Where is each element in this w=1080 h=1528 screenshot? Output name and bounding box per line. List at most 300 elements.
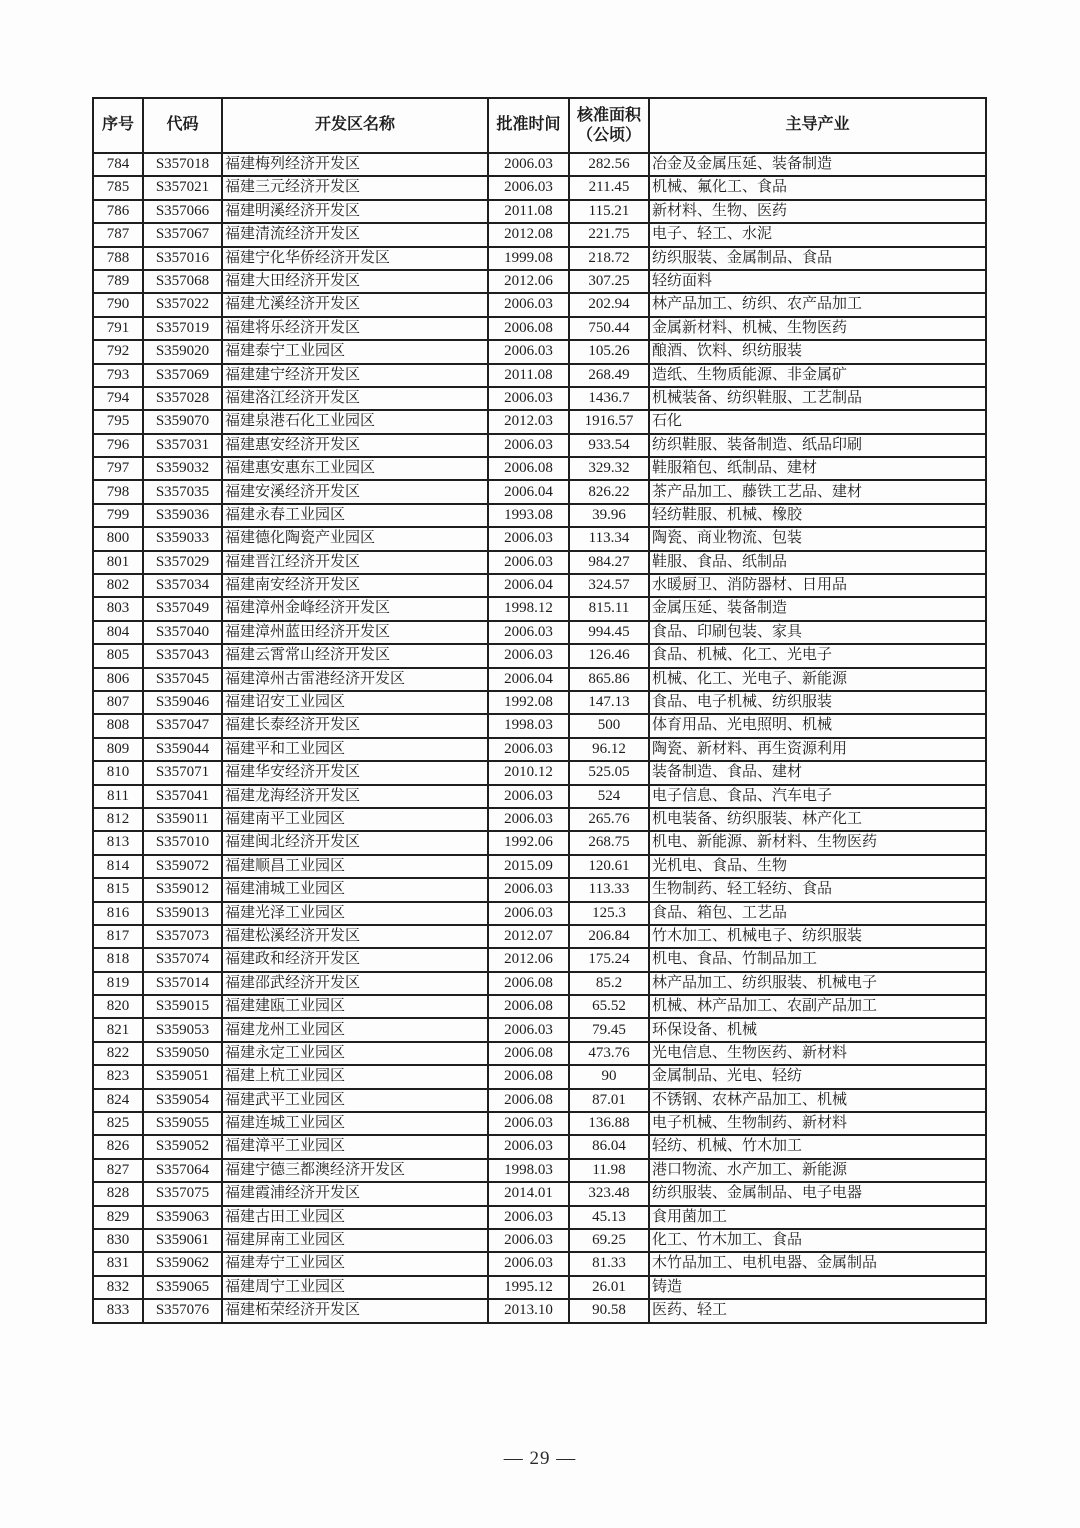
cell-approved-area: 136.88 <box>569 1112 649 1135</box>
table-row <box>93 808 986 831</box>
cell-zone-name: 福建邵武经济开发区 <box>222 972 488 995</box>
cell-seq: 830 <box>93 1229 143 1252</box>
cell-zone-name: 福建漳平工业园区 <box>222 1135 488 1158</box>
cell-code: S357067 <box>143 223 222 246</box>
cell-approved-area: 79.45 <box>569 1018 649 1041</box>
cell-seq: 831 <box>93 1252 143 1275</box>
cell-seq: 808 <box>93 714 143 737</box>
cell-seq: 794 <box>93 387 143 410</box>
cell-code: S357019 <box>143 317 222 340</box>
cell-approved-area: 39.96 <box>569 504 649 527</box>
cell-zone-name: 福建上杭工业园区 <box>222 1065 488 1088</box>
cell-code: S359052 <box>143 1135 222 1158</box>
cell-approval-date: 2006.03 <box>488 785 569 808</box>
cell-zone-name: 福建华安经济开发区 <box>222 761 488 784</box>
cell-code: S357040 <box>143 621 222 644</box>
cell-seq: 806 <box>93 668 143 691</box>
cell-leading-industry: 食品、印刷包装、家具 <box>649 621 986 644</box>
table-row <box>93 1182 986 1205</box>
cell-approval-date: 2006.03 <box>488 902 569 925</box>
cell-leading-industry: 木竹品加工、电机电器、金属制品 <box>649 1252 986 1275</box>
cell-code: S359062 <box>143 1252 222 1275</box>
cell-approval-date: 1995.12 <box>488 1276 569 1299</box>
cell-seq: 828 <box>93 1182 143 1205</box>
cell-seq: 815 <box>93 878 143 901</box>
cell-seq: 786 <box>93 200 143 223</box>
cell-code: S359054 <box>143 1089 222 1112</box>
cell-code: S357071 <box>143 761 222 784</box>
cell-code: S359070 <box>143 410 222 433</box>
table-row <box>93 972 986 995</box>
cell-code: S357016 <box>143 247 222 270</box>
cell-leading-industry: 林产品加工、纺织、农产品加工 <box>649 293 986 316</box>
table-header-row <box>93 98 986 153</box>
cell-approved-area: 147.13 <box>569 691 649 714</box>
cell-seq: 802 <box>93 574 143 597</box>
cell-approval-date: 2006.03 <box>488 1018 569 1041</box>
cell-code: S357047 <box>143 714 222 737</box>
cell-approval-date: 2006.08 <box>488 1042 569 1065</box>
cell-zone-name: 福建将乐经济开发区 <box>222 317 488 340</box>
cell-leading-industry: 机械、氟化工、食品 <box>649 176 986 199</box>
table-row <box>93 574 986 597</box>
cell-approved-area: 26.01 <box>569 1276 649 1299</box>
cell-seq: 789 <box>93 270 143 293</box>
cell-approved-area: 113.33 <box>569 878 649 901</box>
cell-approval-date: 2012.08 <box>488 223 569 246</box>
cell-seq: 795 <box>93 410 143 433</box>
cell-seq: 788 <box>93 247 143 270</box>
cell-approved-area: 11.98 <box>569 1159 649 1182</box>
cell-seq: 832 <box>93 1276 143 1299</box>
cell-seq: 833 <box>93 1299 143 1322</box>
cell-zone-name: 福建武平工业园区 <box>222 1089 488 1112</box>
cell-leading-industry: 轻纺面料 <box>649 270 986 293</box>
cell-seq: 799 <box>93 504 143 527</box>
cell-leading-industry: 水暖厨卫、消防器材、日用品 <box>649 574 986 597</box>
cell-approval-date: 2006.04 <box>488 574 569 597</box>
cell-approval-date: 2006.03 <box>488 551 569 574</box>
table-row <box>93 434 986 457</box>
cell-approved-area: 125.3 <box>569 902 649 925</box>
cell-approval-date: 2015.09 <box>488 855 569 878</box>
cell-zone-name: 福建闽北经济开发区 <box>222 831 488 854</box>
cell-approved-area: 211.45 <box>569 176 649 199</box>
cell-approved-area: 115.21 <box>569 200 649 223</box>
table-row <box>93 1018 986 1041</box>
cell-approved-area: 329.32 <box>569 457 649 480</box>
cell-zone-name: 福建宁化华侨经济开发区 <box>222 247 488 270</box>
cell-approval-date: 1999.08 <box>488 247 569 270</box>
cell-leading-industry: 纺织服装、金属制品、食品 <box>649 247 986 270</box>
cell-seq: 817 <box>93 925 143 948</box>
cell-approval-date: 2013.10 <box>488 1299 569 1322</box>
cell-code: S357074 <box>143 948 222 971</box>
cell-code: S357064 <box>143 1159 222 1182</box>
cell-approved-area: 120.61 <box>569 855 649 878</box>
cell-approval-date: 2012.03 <box>488 410 569 433</box>
cell-leading-industry: 体育用品、光电照明、机械 <box>649 714 986 737</box>
cell-seq: 812 <box>93 808 143 831</box>
development-zones-table <box>92 97 987 1324</box>
cell-code: S359013 <box>143 902 222 925</box>
cell-seq: 819 <box>93 972 143 995</box>
cell-approved-area: 86.04 <box>569 1135 649 1158</box>
cell-code: S359015 <box>143 995 222 1018</box>
cell-approval-date: 2006.08 <box>488 972 569 995</box>
cell-approval-date: 2012.06 <box>488 948 569 971</box>
page-number: — 29 — <box>503 1448 577 1469</box>
cell-approved-area: 265.76 <box>569 808 649 831</box>
cell-code: S357066 <box>143 200 222 223</box>
cell-seq: 790 <box>93 293 143 316</box>
cell-approved-area: 865.86 <box>569 668 649 691</box>
table-row <box>93 1206 986 1229</box>
cell-approved-area: 933.54 <box>569 434 649 457</box>
cell-leading-industry: 金属新材料、机械、生物医药 <box>649 317 986 340</box>
cell-approved-area: 96.12 <box>569 738 649 761</box>
cell-approved-area: 206.84 <box>569 925 649 948</box>
cell-code: S357031 <box>143 434 222 457</box>
table-row <box>93 364 986 387</box>
cell-approval-date: 2006.03 <box>488 153 569 176</box>
cell-leading-industry: 酿酒、饮料、织纺服装 <box>649 340 986 363</box>
cell-zone-name: 福建德化陶瓷产业园区 <box>222 527 488 550</box>
cell-approval-date: 2006.03 <box>488 527 569 550</box>
cell-code: S357069 <box>143 364 222 387</box>
table-row <box>93 668 986 691</box>
cell-approved-area: 473.76 <box>569 1042 649 1065</box>
cell-zone-name: 福建柘荣经济开发区 <box>222 1299 488 1322</box>
header-area-line1: 核准面积 <box>576 107 641 125</box>
cell-seq: 826 <box>93 1135 143 1158</box>
cell-approved-area: 90.58 <box>569 1299 649 1322</box>
cell-approved-area: 45.13 <box>569 1206 649 1229</box>
cell-code: S357043 <box>143 644 222 667</box>
cell-code: S359046 <box>143 691 222 714</box>
cell-seq: 791 <box>93 317 143 340</box>
table-row <box>93 1276 986 1299</box>
cell-zone-name: 福建长泰经济开发区 <box>222 714 488 737</box>
table-row <box>93 855 986 878</box>
cell-leading-industry: 电子机械、生物制药、新材料 <box>649 1112 986 1135</box>
cell-zone-name: 福建漳州古雷港经济开发区 <box>222 668 488 691</box>
cell-leading-industry: 食品、电子机械、纺织服装 <box>649 691 986 714</box>
cell-approval-date: 2011.08 <box>488 364 569 387</box>
cell-zone-name: 福建惠安经济开发区 <box>222 434 488 457</box>
cell-leading-industry: 不锈钢、农林产品加工、机械 <box>649 1089 986 1112</box>
header-area-line2: （公顷） <box>576 126 641 144</box>
cell-approval-date: 2006.03 <box>488 878 569 901</box>
cell-leading-industry: 医药、轻工 <box>649 1299 986 1322</box>
header-leading-industry: 主导产业 <box>649 98 986 153</box>
cell-approval-date: 1992.08 <box>488 691 569 714</box>
cell-approval-date: 2006.03 <box>488 293 569 316</box>
cell-approval-date: 2010.12 <box>488 761 569 784</box>
cell-zone-name: 福建松溪经济开发区 <box>222 925 488 948</box>
cell-seq: 821 <box>93 1018 143 1041</box>
cell-seq: 824 <box>93 1089 143 1112</box>
table-row <box>93 293 986 316</box>
cell-zone-name: 福建晋江经济开发区 <box>222 551 488 574</box>
cell-approved-area: 815.11 <box>569 597 649 620</box>
cell-approved-area: 524 <box>569 785 649 808</box>
table-row <box>93 925 986 948</box>
table-row <box>93 1042 986 1065</box>
cell-code: S357075 <box>143 1182 222 1205</box>
cell-seq: 798 <box>93 480 143 503</box>
cell-zone-name: 福建明溪经济开发区 <box>222 200 488 223</box>
header-zone-name: 开发区名称 <box>222 98 488 153</box>
cell-zone-name: 福建泉港石化工业园区 <box>222 410 488 433</box>
cell-approval-date: 2006.08 <box>488 1065 569 1088</box>
table-row <box>93 714 986 737</box>
table-row <box>93 1065 986 1088</box>
cell-code: S359011 <box>143 808 222 831</box>
cell-leading-industry: 金属制品、光电、轻纺 <box>649 1065 986 1088</box>
cell-code: S357028 <box>143 387 222 410</box>
cell-leading-industry: 轻纺、机械、竹木加工 <box>649 1135 986 1158</box>
cell-seq: 809 <box>93 738 143 761</box>
table-row <box>93 831 986 854</box>
cell-leading-industry: 鞋服箱包、纸制品、建材 <box>649 457 986 480</box>
table-row <box>93 785 986 808</box>
table-row <box>93 1229 986 1252</box>
cell-leading-industry: 机械、林产品加工、农副产品加工 <box>649 995 986 1018</box>
cell-approved-area: 750.44 <box>569 317 649 340</box>
cell-zone-name: 福建南安经济开发区 <box>222 574 488 597</box>
cell-code: S357014 <box>143 972 222 995</box>
cell-seq: 792 <box>93 340 143 363</box>
cell-code: S359050 <box>143 1042 222 1065</box>
cell-seq: 810 <box>93 761 143 784</box>
table-row <box>93 480 986 503</box>
cell-zone-name: 福建大田经济开发区 <box>222 270 488 293</box>
cell-code: S359061 <box>143 1229 222 1252</box>
cell-code: S359032 <box>143 457 222 480</box>
cell-zone-name: 福建梅列经济开发区 <box>222 153 488 176</box>
cell-zone-name: 福建漳州蓝田经济开发区 <box>222 621 488 644</box>
table-row <box>93 1252 986 1275</box>
table-row <box>93 153 986 176</box>
cell-zone-name: 福建安溪经济开发区 <box>222 480 488 503</box>
cell-leading-industry: 生物制药、轻工轻纺、食品 <box>649 878 986 901</box>
cell-seq: 803 <box>93 597 143 620</box>
cell-zone-name: 福建三元经济开发区 <box>222 176 488 199</box>
cell-code: S359053 <box>143 1018 222 1041</box>
header-approved-area <box>569 98 649 153</box>
cell-seq: 793 <box>93 364 143 387</box>
cell-approval-date: 2006.08 <box>488 317 569 340</box>
table-row <box>93 902 986 925</box>
cell-zone-name: 福建龙海经济开发区 <box>222 785 488 808</box>
table-row <box>93 691 986 714</box>
cell-leading-industry: 机械、化工、光电子、新能源 <box>649 668 986 691</box>
cell-approved-area: 90 <box>569 1065 649 1088</box>
cell-leading-industry: 光机电、食品、生物 <box>649 855 986 878</box>
cell-approved-area: 984.27 <box>569 551 649 574</box>
cell-code: S359012 <box>143 878 222 901</box>
cell-zone-name: 福建周宁工业园区 <box>222 1276 488 1299</box>
cell-code: S359033 <box>143 527 222 550</box>
cell-zone-name: 福建永春工业园区 <box>222 504 488 527</box>
cell-seq: 801 <box>93 551 143 574</box>
table-row <box>93 738 986 761</box>
cell-leading-industry: 造纸、生物质能源、非金属矿 <box>649 364 986 387</box>
table-row <box>93 200 986 223</box>
cell-leading-industry: 石化 <box>649 410 986 433</box>
cell-approved-area: 218.72 <box>569 247 649 270</box>
cell-approval-date: 2006.03 <box>488 1206 569 1229</box>
cell-approval-date: 2011.08 <box>488 200 569 223</box>
cell-approval-date: 2006.08 <box>488 995 569 1018</box>
cell-approved-area: 126.46 <box>569 644 649 667</box>
cell-seq: 813 <box>93 831 143 854</box>
cell-seq: 816 <box>93 902 143 925</box>
table-row <box>93 340 986 363</box>
cell-zone-name: 福建惠安惠东工业园区 <box>222 457 488 480</box>
cell-zone-name: 福建南平工业园区 <box>222 808 488 831</box>
cell-leading-industry: 冶金及金属压延、装备制造 <box>649 153 986 176</box>
cell-leading-industry: 轻纺鞋服、机械、橡胶 <box>649 504 986 527</box>
cell-approved-area: 268.49 <box>569 364 649 387</box>
table-row <box>93 1112 986 1135</box>
cell-zone-name: 福建永定工业园区 <box>222 1042 488 1065</box>
cell-approved-area: 1436.7 <box>569 387 649 410</box>
cell-code: S357035 <box>143 480 222 503</box>
cell-leading-industry: 环保设备、机械 <box>649 1018 986 1041</box>
cell-seq: 818 <box>93 948 143 971</box>
cell-leading-industry: 港口物流、水产加工、新能源 <box>649 1159 986 1182</box>
cell-approval-date: 1998.03 <box>488 1159 569 1182</box>
table-row <box>93 597 986 620</box>
cell-approval-date: 2006.04 <box>488 668 569 691</box>
table-row <box>93 948 986 971</box>
cell-seq: 829 <box>93 1206 143 1229</box>
cell-code: S357068 <box>143 270 222 293</box>
cell-zone-name: 福建浦城工业园区 <box>222 878 488 901</box>
cell-leading-industry: 机电装备、纺织服装、林产化工 <box>649 808 986 831</box>
cell-approved-area: 81.33 <box>569 1252 649 1275</box>
cell-code: S357022 <box>143 293 222 316</box>
cell-leading-industry: 光电信息、生物医药、新材料 <box>649 1042 986 1065</box>
cell-zone-name: 福建寿宁工业园区 <box>222 1252 488 1275</box>
cell-approved-area: 113.34 <box>569 527 649 550</box>
table-row <box>93 1089 986 1112</box>
cell-approval-date: 1998.03 <box>488 714 569 737</box>
cell-approval-date: 2006.03 <box>488 621 569 644</box>
cell-approval-date: 2012.06 <box>488 270 569 293</box>
cell-approval-date: 2006.03 <box>488 340 569 363</box>
cell-approval-date: 2006.03 <box>488 808 569 831</box>
cell-approved-area: 324.57 <box>569 574 649 597</box>
cell-seq: 807 <box>93 691 143 714</box>
cell-code: S357018 <box>143 153 222 176</box>
cell-zone-name: 福建建宁经济开发区 <box>222 364 488 387</box>
cell-seq: 811 <box>93 785 143 808</box>
cell-approval-date: 2006.03 <box>488 644 569 667</box>
cell-seq: 823 <box>93 1065 143 1088</box>
cell-leading-industry: 新材料、生物、医药 <box>649 200 986 223</box>
cell-leading-industry: 食品、机械、化工、光电子 <box>649 644 986 667</box>
cell-approved-area: 307.25 <box>569 270 649 293</box>
cell-zone-name: 福建尤溪经济开发区 <box>222 293 488 316</box>
table-row <box>93 223 986 246</box>
cell-seq: 814 <box>93 855 143 878</box>
cell-code: S359020 <box>143 340 222 363</box>
cell-leading-industry: 金属压延、装备制造 <box>649 597 986 620</box>
cell-code: S357021 <box>143 176 222 199</box>
table-row <box>93 317 986 340</box>
cell-approval-date: 2006.04 <box>488 480 569 503</box>
table-row <box>93 995 986 1018</box>
cell-zone-name: 福建诏安工业园区 <box>222 691 488 714</box>
header-code: 代码 <box>143 98 222 153</box>
cell-approved-area: 1916.57 <box>569 410 649 433</box>
cell-code: S357034 <box>143 574 222 597</box>
cell-approved-area: 85.2 <box>569 972 649 995</box>
table-row <box>93 176 986 199</box>
cell-zone-name: 福建光泽工业园区 <box>222 902 488 925</box>
cell-code: S359044 <box>143 738 222 761</box>
cell-seq: 787 <box>93 223 143 246</box>
cell-seq: 785 <box>93 176 143 199</box>
cell-seq: 820 <box>93 995 143 1018</box>
cell-code: S359063 <box>143 1206 222 1229</box>
cell-seq: 805 <box>93 644 143 667</box>
cell-leading-industry: 电子、轻工、水泥 <box>649 223 986 246</box>
table-row <box>93 1159 986 1182</box>
cell-approved-area: 65.52 <box>569 995 649 1018</box>
cell-leading-industry: 陶瓷、商业物流、包装 <box>649 527 986 550</box>
cell-code: S359055 <box>143 1112 222 1135</box>
cell-approval-date: 2006.03 <box>488 1252 569 1275</box>
cell-approved-area: 69.25 <box>569 1229 649 1252</box>
cell-approved-area: 525.05 <box>569 761 649 784</box>
cell-approval-date: 2006.03 <box>488 1112 569 1135</box>
cell-leading-industry: 鞋服、食品、纸制品 <box>649 551 986 574</box>
cell-code: S359051 <box>143 1065 222 1088</box>
table-body <box>93 153 986 1323</box>
cell-approved-area: 323.48 <box>569 1182 649 1205</box>
cell-zone-name: 福建龙州工业园区 <box>222 1018 488 1041</box>
cell-zone-name: 福建顺昌工业园区 <box>222 855 488 878</box>
cell-approved-area: 221.75 <box>569 223 649 246</box>
cell-zone-name: 福建连城工业园区 <box>222 1112 488 1135</box>
cell-code: S359036 <box>143 504 222 527</box>
header-approval-date: 批准时间 <box>488 98 569 153</box>
cell-approved-area: 87.01 <box>569 1089 649 1112</box>
cell-approval-date: 2012.07 <box>488 925 569 948</box>
cell-code: S357010 <box>143 831 222 854</box>
cell-leading-industry: 电子信息、食品、汽车电子 <box>649 785 986 808</box>
cell-seq: 827 <box>93 1159 143 1182</box>
cell-zone-name: 福建泰宁工业园区 <box>222 340 488 363</box>
cell-leading-industry: 纺织鞋服、装备制造、纸品印刷 <box>649 434 986 457</box>
cell-code: S357045 <box>143 668 222 691</box>
cell-leading-industry: 竹木加工、机械电子、纺织服装 <box>649 925 986 948</box>
cell-approved-area: 826.22 <box>569 480 649 503</box>
cell-zone-name: 福建云霄常山经济开发区 <box>222 644 488 667</box>
cell-leading-industry: 食品、箱包、工艺品 <box>649 902 986 925</box>
cell-seq: 796 <box>93 434 143 457</box>
cell-approval-date: 2006.03 <box>488 387 569 410</box>
cell-code: S357049 <box>143 597 222 620</box>
cell-seq: 797 <box>93 457 143 480</box>
table-row <box>93 504 986 527</box>
cell-code: S357041 <box>143 785 222 808</box>
cell-seq: 825 <box>93 1112 143 1135</box>
